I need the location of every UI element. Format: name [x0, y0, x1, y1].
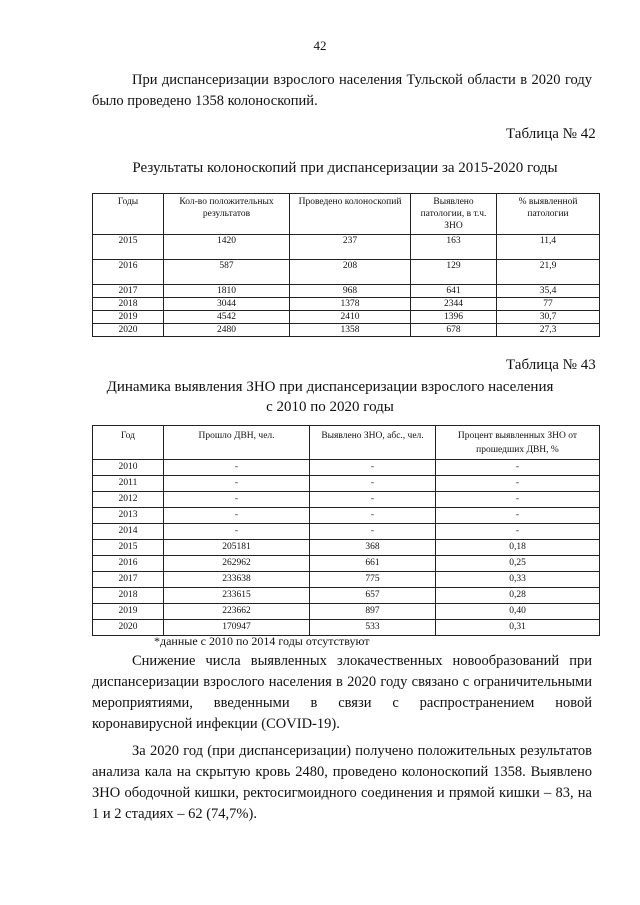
cell: 775 — [310, 572, 436, 588]
table-row — [93, 298, 600, 311]
cell: 0,31 — [436, 620, 600, 636]
page-number: 42 — [313, 38, 327, 53]
cell: 368 — [310, 540, 436, 556]
cell: 223662 — [164, 604, 310, 620]
cell: 2015 — [93, 235, 164, 260]
cell: 2020 — [93, 620, 164, 636]
cell: 657 — [310, 588, 436, 604]
cell: 2014 — [93, 524, 164, 540]
cell: 129 — [411, 260, 497, 285]
table-row — [93, 260, 600, 285]
cell: 968 — [290, 285, 411, 298]
table-row — [93, 311, 600, 324]
cell: 2016 — [93, 556, 164, 572]
table-header-row — [93, 194, 600, 235]
cell: - — [436, 460, 600, 476]
header-pathology-percent: % выявленной патологии — [497, 194, 600, 235]
cell: 2480 — [164, 324, 290, 337]
intro-paragraph: При диспансеризации взрослого населения Тульской области в 2020 году было проведено 1358 колоноскопий. — [92, 72, 592, 109]
cell: 2016 — [93, 260, 164, 285]
cell: 237 — [290, 235, 411, 260]
cell: - — [164, 492, 310, 508]
header-year: Год — [93, 426, 164, 460]
cell: 35,4 — [497, 285, 600, 298]
cell: 1378 — [290, 298, 411, 311]
cell: 2018 — [93, 588, 164, 604]
cell: 233615 — [164, 588, 310, 604]
table-row — [93, 492, 600, 508]
cell: - — [310, 524, 436, 540]
table-row — [93, 508, 600, 524]
table-row — [93, 524, 600, 540]
cell: 262962 — [164, 556, 310, 572]
table-row — [93, 572, 600, 588]
cell: 205181 — [164, 540, 310, 556]
cell: 1810 — [164, 285, 290, 298]
cell: - — [310, 476, 436, 492]
paragraph-results-2020: За 2020 год (при диспансеризации) получено положительных результатов анализа кала на скрытую кровь 2480, проведено колоноскопий 1358. Выявлено ЗНО ободочной кишки, ректосигмоидного соединения и прямой кишки – 83, на 1 и 2 стадиях – 62 (74,7%). — [92, 743, 592, 822]
cell: 587 — [164, 260, 290, 285]
cell: 661 — [310, 556, 436, 572]
table-row — [93, 324, 600, 337]
table-43-title-line1: Динамика выявления ЗНО при диспансеризации взрослого населения — [106, 379, 554, 395]
header-detected-percent: Процент выявленных ЗНО от прошедших ДВН, % — [436, 426, 600, 460]
cell: 0,33 — [436, 572, 600, 588]
header-detected: Выявлено ЗНО, абс., чел. — [310, 426, 436, 460]
cell: 233638 — [164, 572, 310, 588]
cell: 533 — [310, 620, 436, 636]
cell: 1358 — [290, 324, 411, 337]
cell: - — [164, 476, 310, 492]
table-row — [93, 460, 600, 476]
cell: - — [164, 460, 310, 476]
cell: 0,25 — [436, 556, 600, 572]
cell: - — [310, 460, 436, 476]
cell: 678 — [411, 324, 497, 337]
header-years: Годы — [93, 194, 164, 235]
table-row — [93, 476, 600, 492]
table-42-label: Таблица № 42 — [506, 126, 596, 142]
header-pathology-found: Выявлено патологии, в т.ч. ЗНО — [411, 194, 497, 235]
cell: 2344 — [411, 298, 497, 311]
cell: 2013 — [93, 508, 164, 524]
cell: 4542 — [164, 311, 290, 324]
table-row — [93, 604, 600, 620]
cell: 641 — [411, 285, 497, 298]
cell: 2020 — [93, 324, 164, 337]
cell: - — [164, 508, 310, 524]
cell: 3044 — [164, 298, 290, 311]
cell: 897 — [310, 604, 436, 620]
table-43-label: Таблица № 43 — [506, 357, 596, 373]
cancer-detection-table — [92, 425, 600, 636]
cell: 2012 — [93, 492, 164, 508]
cell: 0,40 — [436, 604, 600, 620]
cell: 2018 — [93, 298, 164, 311]
cell: 2011 — [93, 476, 164, 492]
cell: - — [436, 476, 600, 492]
cell: 2019 — [93, 311, 164, 324]
cell: - — [310, 508, 436, 524]
table-row — [93, 588, 600, 604]
cell: - — [310, 492, 436, 508]
cell: 11,4 — [497, 235, 600, 260]
cell: 1420 — [164, 235, 290, 260]
cell: 1396 — [411, 311, 497, 324]
paragraph-covid: Снижение числа выявленных злокачественных новообразований при диспансеризации взрослого населения в 2020 году связано с ограничительными мероприятиями, введенными в связи с распространением новой коронавирусной инфекции (COVID-19). — [92, 653, 592, 732]
cell: - — [436, 524, 600, 540]
cell: 2010 — [93, 460, 164, 476]
header-screened: Прошло ДВН, чел. — [164, 426, 310, 460]
cell: 2017 — [93, 285, 164, 298]
cell: 208 — [290, 260, 411, 285]
cell: 2017 — [93, 572, 164, 588]
cell: 2410 — [290, 311, 411, 324]
table-42-title: Результаты колоноскопий при диспансеризации за 2015-2020 годы — [132, 160, 558, 176]
colonoscopy-results-table — [92, 193, 600, 337]
cell: 0,28 — [436, 588, 600, 604]
cell: - — [164, 524, 310, 540]
cell: 30,7 — [497, 311, 600, 324]
cell: 0,18 — [436, 540, 600, 556]
cell: 21,9 — [497, 260, 600, 285]
cell: 163 — [411, 235, 497, 260]
cell: 2015 — [93, 540, 164, 556]
cell: 2019 — [93, 604, 164, 620]
cell: 27,3 — [497, 324, 600, 337]
cell: 170947 — [164, 620, 310, 636]
table-43-title — [80, 377, 580, 417]
cell: - — [436, 508, 600, 524]
table-row — [93, 235, 600, 260]
table-43-title-line2: с 2010 по 2020 годы — [266, 399, 394, 415]
table-row — [93, 285, 600, 298]
table-row — [93, 556, 600, 572]
table-footnote: *данные с 2010 по 2014 годы отсутствуют — [154, 634, 370, 648]
table-row — [93, 540, 600, 556]
cell: - — [436, 492, 600, 508]
table-header-row — [93, 426, 600, 460]
cell: 77 — [497, 298, 600, 311]
header-colonoscopies: Проведено колоноскопий — [290, 194, 411, 235]
header-positive-results: Кол-во положительных результатов — [164, 194, 290, 235]
